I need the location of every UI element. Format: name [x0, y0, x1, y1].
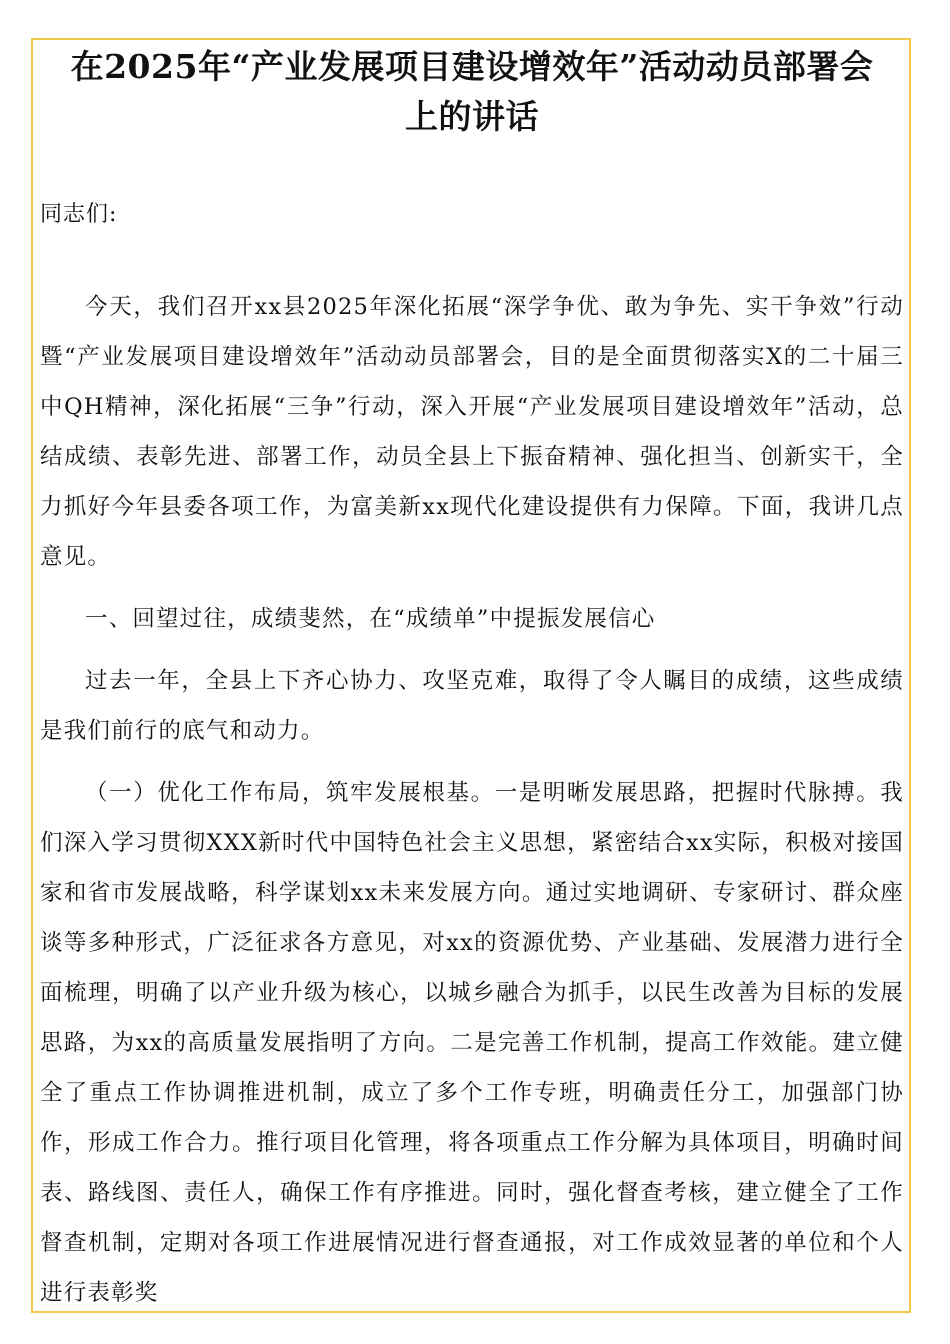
- paragraph-intro: 今天，我们召开xx县2025年深化拓展“深学争优、敢为争先、实干争效”行动暨“产业发展项目建设增效年”活动动员部署会，目的是全面贯彻落实X的二十届三中QH精神，深化拓展“三争”行动，深入开展“产业发展项目建设增效年”活动，总结成绩、表彰先进、部署工作，动员全县上下振奋精神、强化担当、创新实干，全力抓好今年县委各项工作，为富美新xx现代化建设提供有力保障。下面，我讲几点意见。: [40, 294, 904, 570]
- document-title: [40, 42, 904, 142]
- paragraph-summary: 过去一年，全县上下齐心协力、攻坚克难，取得了令人瞩目的成绩，这些成绩是我们前行的底气和动力。: [40, 668, 904, 744]
- salutation: 同志们:: [40, 202, 118, 227]
- document-body: [40, 42, 904, 1306]
- title-line-2: 上的讲话: [405, 97, 539, 136]
- section-heading-1: 一、回望过往，成绩斐然，在“成绩单”中提振发展信心: [85, 606, 656, 632]
- title-line-1: 在2025年“产业发展项目建设增效年”活动动员部署会: [70, 47, 874, 86]
- speech-text: [40, 282, 904, 1330]
- paragraph-subsection-1: （一）优化工作布局，筑牢发展根基。一是明晰发展思路，把握时代脉搏。我们深入学习贯彻XXX新时代中国特色社会主义思想，紧密结合xx实际，积极对接国家和省市发展战略，科学谋划xx未来发展方向。通过实地调研、专家研讨、群众座谈等多种形式，广泛征求各方意见，对xx的资源优势、产业基础、发展潜力进行全面梳理，明确了以产业升级为核心，以城乡融合为抓手，以民生改善为目标的发展思路，为xx的高质量发展指明了方向。二是完善工作机制，提高工作效能。建立健全了重点工作协调推进机制，成立了多个工作专班，明确责任分工，加强部门协作，形成工作合力。推行项目化管理，将各项重点工作分解为具体项目，明确时间表、路线图、责任人，确保工作有序推进。同时，强化督查考核，建立健全了工作督查机制，定期对各项工作进展情况进行督查通报，对工作成效显著的单位和个人进行表彰奖: [40, 780, 904, 1306]
